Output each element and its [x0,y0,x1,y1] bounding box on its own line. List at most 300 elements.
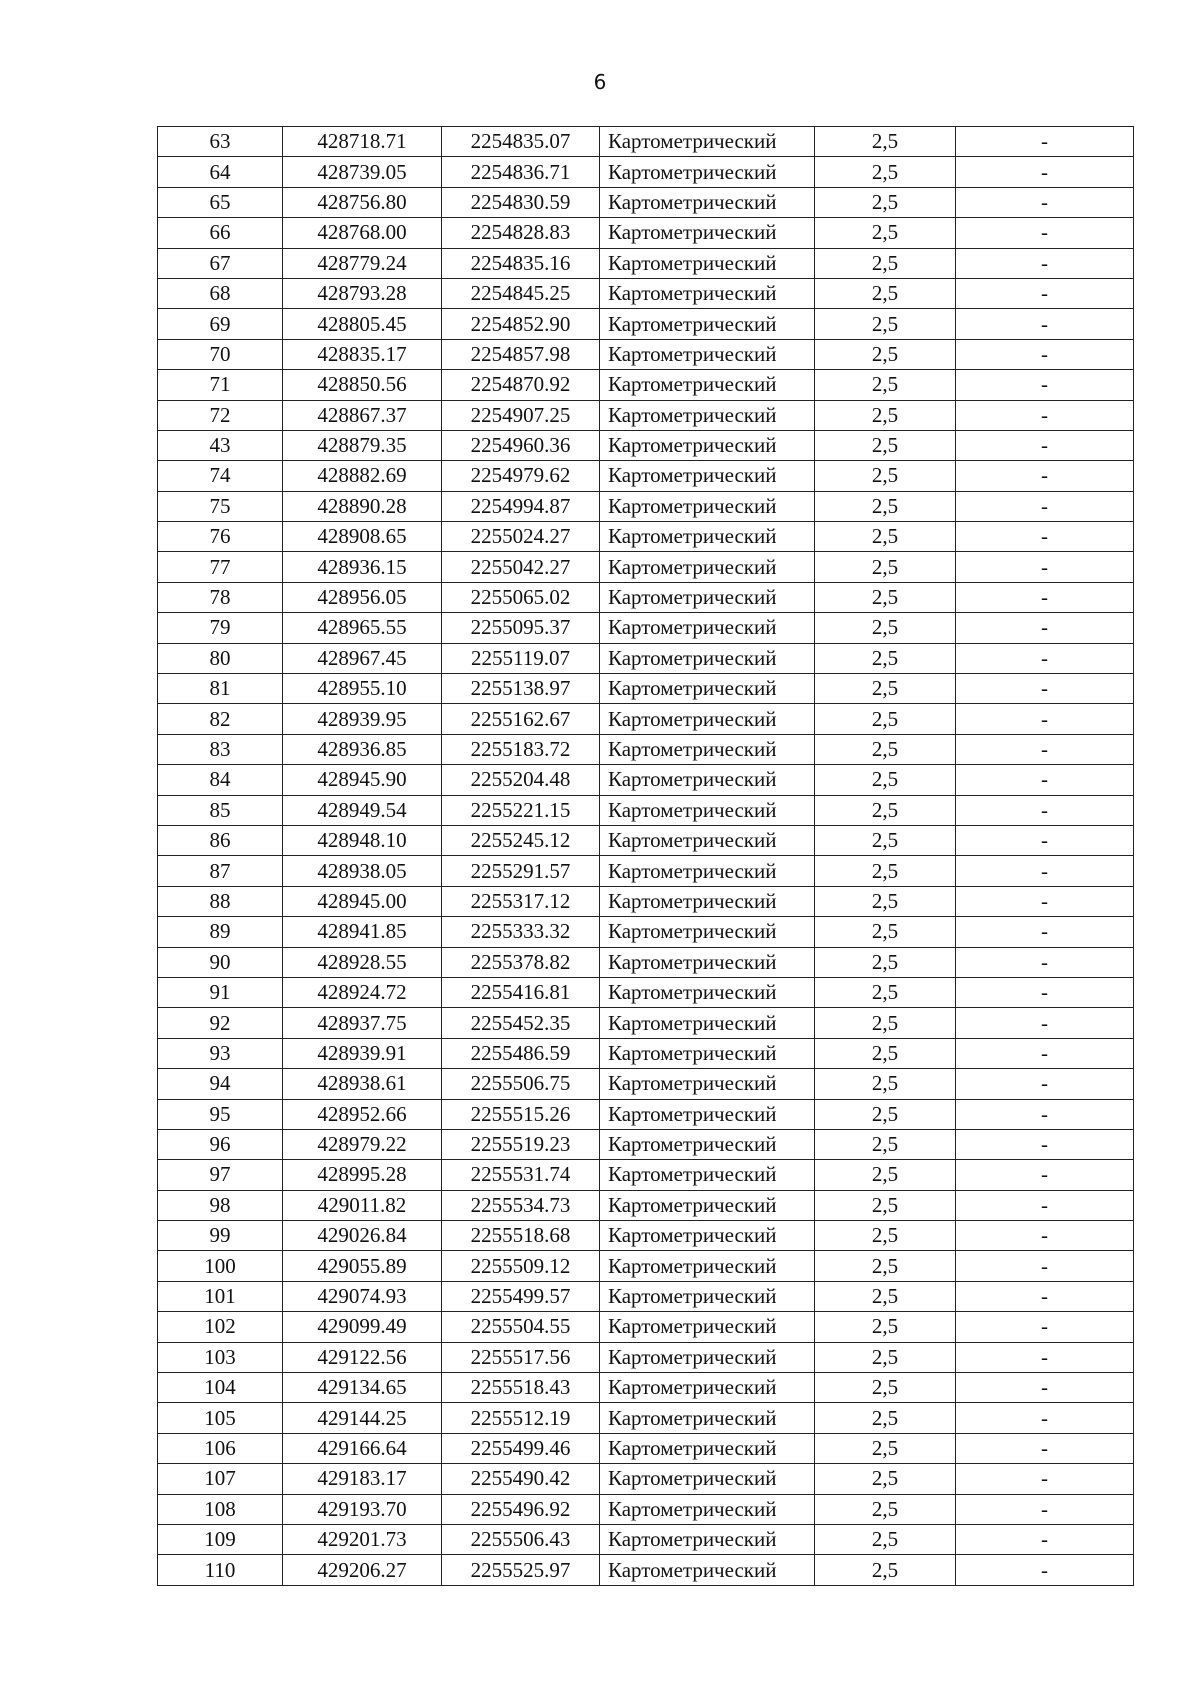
x-coordinate-cell: 428805.45 [283,309,442,339]
x-coordinate-cell: 428945.90 [283,765,442,795]
x-coordinate-cell: 428967.45 [283,643,442,673]
y-coordinate-cell: 2254836.71 [442,157,600,187]
accuracy-cell: 2,5 [815,1160,956,1190]
table-row [158,643,1134,673]
method-cell: Картометрический [600,704,815,734]
method-cell: Картометрический [600,1433,815,1463]
point-number-cell: 70 [158,339,283,369]
point-number-cell: 77 [158,552,283,582]
table-row [158,552,1134,582]
table-row [158,582,1134,612]
y-coordinate-cell: 2255378.82 [442,947,600,977]
table-row [158,1190,1134,1220]
accuracy-cell: 2,5 [815,734,956,764]
accuracy-cell: 2,5 [815,187,956,217]
y-coordinate-cell: 2254835.07 [442,127,600,157]
x-coordinate-cell: 428941.85 [283,917,442,947]
accuracy-cell: 2,5 [815,552,956,582]
y-coordinate-cell: 2255506.43 [442,1524,600,1554]
table-row [158,157,1134,187]
method-cell: Картометрический [600,1038,815,1068]
y-coordinate-cell: 2254907.25 [442,400,600,430]
y-coordinate-cell: 2255221.15 [442,795,600,825]
y-coordinate-cell: 2254845.25 [442,278,600,308]
remark-cell: - [956,917,1134,947]
table-row [158,309,1134,339]
y-coordinate-cell: 2254960.36 [442,430,600,460]
table-row [158,856,1134,886]
x-coordinate-cell: 428867.37 [283,400,442,430]
method-cell: Картометрический [600,582,815,612]
y-coordinate-cell: 2255416.81 [442,977,600,1007]
x-coordinate-cell: 429201.73 [283,1524,442,1554]
method-cell: Картометрический [600,1524,815,1554]
accuracy-cell: 2,5 [815,886,956,916]
point-number-cell: 65 [158,187,283,217]
remark-cell: - [956,461,1134,491]
point-number-cell: 94 [158,1069,283,1099]
remark-cell: - [956,643,1134,673]
remark-cell: - [956,248,1134,278]
method-cell: Картометрический [600,309,815,339]
y-coordinate-cell: 2255490.42 [442,1464,600,1494]
accuracy-cell: 2,5 [815,127,956,157]
point-number-cell: 88 [158,886,283,916]
x-coordinate-cell: 428949.54 [283,795,442,825]
x-coordinate-cell: 429099.49 [283,1312,442,1342]
method-cell: Картометрический [600,1160,815,1190]
method-cell: Картометрический [600,1099,815,1129]
y-coordinate-cell: 2255515.26 [442,1099,600,1129]
point-number-cell: 75 [158,491,283,521]
y-coordinate-cell: 2255119.07 [442,643,600,673]
remark-cell: - [956,1342,1134,1372]
table-row [158,278,1134,308]
table-row [158,1312,1134,1342]
accuracy-cell: 2,5 [815,1190,956,1220]
remark-cell: - [956,339,1134,369]
table-row [158,491,1134,521]
accuracy-cell: 2,5 [815,1494,956,1524]
x-coordinate-cell: 428793.28 [283,278,442,308]
remark-cell: - [956,187,1134,217]
table-row [158,613,1134,643]
method-cell: Картометрический [600,552,815,582]
y-coordinate-cell: 2255534.73 [442,1190,600,1220]
accuracy-cell: 2,5 [815,309,956,339]
x-coordinate-cell: 428924.72 [283,977,442,1007]
remark-cell: - [956,977,1134,1007]
point-number-cell: 107 [158,1464,283,1494]
accuracy-cell: 2,5 [815,430,956,460]
method-cell: Картометрический [600,187,815,217]
x-coordinate-cell: 428952.66 [283,1099,442,1129]
accuracy-cell: 2,5 [815,278,956,308]
table-row [158,248,1134,278]
remark-cell: - [956,734,1134,764]
point-number-cell: 96 [158,1129,283,1159]
x-coordinate-cell: 428956.05 [283,582,442,612]
table-row [158,1099,1134,1129]
remark-cell: - [956,886,1134,916]
table-row [158,947,1134,977]
table-row [158,886,1134,916]
method-cell: Картометрический [600,1342,815,1372]
x-coordinate-cell: 429193.70 [283,1494,442,1524]
y-coordinate-cell: 2255518.43 [442,1373,600,1403]
point-number-cell: 100 [158,1251,283,1281]
accuracy-cell: 2,5 [815,1008,956,1038]
y-coordinate-cell: 2255065.02 [442,582,600,612]
point-number-cell: 69 [158,309,283,339]
table-row [158,1069,1134,1099]
accuracy-cell: 2,5 [815,491,956,521]
remark-cell: - [956,491,1134,521]
accuracy-cell: 2,5 [815,1281,956,1311]
table-row [158,187,1134,217]
method-cell: Картометрический [600,1251,815,1281]
y-coordinate-cell: 2255333.32 [442,917,600,947]
point-number-cell: 86 [158,825,283,855]
x-coordinate-cell: 428739.05 [283,157,442,187]
table-row [158,522,1134,552]
y-coordinate-cell: 2254870.92 [442,370,600,400]
point-number-cell: 95 [158,1099,283,1129]
method-cell: Картометрический [600,491,815,521]
remark-cell: - [956,825,1134,855]
x-coordinate-cell: 428979.22 [283,1129,442,1159]
remark-cell: - [956,1099,1134,1129]
x-coordinate-cell: 428945.00 [283,886,442,916]
y-coordinate-cell: 2255509.12 [442,1251,600,1281]
x-coordinate-cell: 428850.56 [283,370,442,400]
accuracy-cell: 2,5 [815,825,956,855]
table-row [158,1433,1134,1463]
x-coordinate-cell: 428937.75 [283,1008,442,1038]
point-number-cell: 91 [158,977,283,1007]
point-number-cell: 80 [158,643,283,673]
y-coordinate-cell: 2255042.27 [442,552,600,582]
point-number-cell: 82 [158,704,283,734]
point-number-cell: 79 [158,613,283,643]
method-cell: Картометрический [600,1221,815,1251]
remark-cell: - [956,1464,1134,1494]
table-row [158,461,1134,491]
point-number-cell: 66 [158,218,283,248]
point-number-cell: 67 [158,248,283,278]
accuracy-cell: 2,5 [815,461,956,491]
accuracy-cell: 2,5 [815,1373,956,1403]
accuracy-cell: 2,5 [815,765,956,795]
x-coordinate-cell: 428939.91 [283,1038,442,1068]
remark-cell: - [956,613,1134,643]
x-coordinate-cell: 429134.65 [283,1373,442,1403]
accuracy-cell: 2,5 [815,1524,956,1554]
table-row [158,917,1134,947]
accuracy-cell: 2,5 [815,370,956,400]
method-cell: Картометрический [600,1008,815,1038]
accuracy-cell: 2,5 [815,856,956,886]
x-coordinate-cell: 428882.69 [283,461,442,491]
method-cell: Картометрический [600,977,815,1007]
remark-cell: - [956,674,1134,704]
method-cell: Картометрический [600,856,815,886]
table-row [158,1524,1134,1554]
remark-cell: - [956,278,1134,308]
accuracy-cell: 2,5 [815,582,956,612]
point-number-cell: 87 [158,856,283,886]
x-coordinate-cell: 428928.55 [283,947,442,977]
x-coordinate-cell: 429206.27 [283,1555,442,1585]
x-coordinate-cell: 428835.17 [283,339,442,369]
remark-cell: - [956,795,1134,825]
table-row [158,977,1134,1007]
remark-cell: - [956,370,1134,400]
table-row [158,1281,1134,1311]
table-row [158,127,1134,157]
accuracy-cell: 2,5 [815,674,956,704]
method-cell: Картометрический [600,1129,815,1159]
method-cell: Картометрический [600,947,815,977]
x-coordinate-cell: 429055.89 [283,1251,442,1281]
point-number-cell: 84 [158,765,283,795]
accuracy-cell: 2,5 [815,613,956,643]
y-coordinate-cell: 2255095.37 [442,613,600,643]
method-cell: Картометрический [600,1312,815,1342]
accuracy-cell: 2,5 [815,218,956,248]
table-row [158,1221,1134,1251]
table-row [158,1129,1134,1159]
table-row [158,1008,1134,1038]
accuracy-cell: 2,5 [815,157,956,187]
y-coordinate-cell: 2255519.23 [442,1129,600,1159]
method-cell: Картометрический [600,1281,815,1311]
point-number-cell: 90 [158,947,283,977]
x-coordinate-cell: 428939.95 [283,704,442,734]
accuracy-cell: 2,5 [815,1464,956,1494]
point-number-cell: 76 [158,522,283,552]
x-coordinate-cell: 428955.10 [283,674,442,704]
remark-cell: - [956,1433,1134,1463]
y-coordinate-cell: 2255504.55 [442,1312,600,1342]
point-number-cell: 78 [158,582,283,612]
x-coordinate-cell: 429183.17 [283,1464,442,1494]
accuracy-cell: 2,5 [815,1555,956,1585]
x-coordinate-cell: 428718.71 [283,127,442,157]
point-number-cell: 103 [158,1342,283,1372]
table-row [158,734,1134,764]
table-row [158,1342,1134,1372]
method-cell: Картометрический [600,127,815,157]
y-coordinate-cell: 2255496.92 [442,1494,600,1524]
remark-cell: - [956,1008,1134,1038]
x-coordinate-cell: 429122.56 [283,1342,442,1372]
y-coordinate-cell: 2255183.72 [442,734,600,764]
point-number-cell: 93 [158,1038,283,1068]
point-number-cell: 98 [158,1190,283,1220]
point-number-cell: 104 [158,1373,283,1403]
point-number-cell: 99 [158,1221,283,1251]
x-coordinate-cell: 428890.28 [283,491,442,521]
method-cell: Картометрический [600,400,815,430]
y-coordinate-cell: 2255486.59 [442,1038,600,1068]
remark-cell: - [956,157,1134,187]
point-number-cell: 85 [158,795,283,825]
method-cell: Картометрический [600,339,815,369]
table-row [158,1494,1134,1524]
point-number-cell: 109 [158,1524,283,1554]
accuracy-cell: 2,5 [815,917,956,947]
remark-cell: - [956,1524,1134,1554]
y-coordinate-cell: 2254828.83 [442,218,600,248]
method-cell: Картометрический [600,1494,815,1524]
point-number-cell: 43 [158,430,283,460]
y-coordinate-cell: 2255512.19 [442,1403,600,1433]
y-coordinate-cell: 2254835.16 [442,248,600,278]
table-row [158,400,1134,430]
accuracy-cell: 2,5 [815,977,956,1007]
table-row [158,1464,1134,1494]
table-row [158,218,1134,248]
y-coordinate-cell: 2255518.68 [442,1221,600,1251]
point-number-cell: 92 [158,1008,283,1038]
accuracy-cell: 2,5 [815,1038,956,1068]
method-cell: Картометрический [600,522,815,552]
accuracy-cell: 2,5 [815,248,956,278]
remark-cell: - [956,1494,1134,1524]
remark-cell: - [956,1190,1134,1220]
method-cell: Картометрический [600,370,815,400]
point-number-cell: 81 [158,674,283,704]
accuracy-cell: 2,5 [815,339,956,369]
y-coordinate-cell: 2255317.12 [442,886,600,916]
method-cell: Картометрический [600,1555,815,1585]
table-row [158,704,1134,734]
y-coordinate-cell: 2254830.59 [442,187,600,217]
remark-cell: - [956,704,1134,734]
method-cell: Картометрический [600,1190,815,1220]
remark-cell: - [956,582,1134,612]
y-coordinate-cell: 2254994.87 [442,491,600,521]
remark-cell: - [956,400,1134,430]
remark-cell: - [956,856,1134,886]
accuracy-cell: 2,5 [815,1069,956,1099]
point-number-cell: 110 [158,1555,283,1585]
remark-cell: - [956,947,1134,977]
x-coordinate-cell: 429144.25 [283,1403,442,1433]
table-row [158,430,1134,460]
x-coordinate-cell: 428879.35 [283,430,442,460]
method-cell: Картометрический [600,157,815,187]
method-cell: Картометрический [600,825,815,855]
point-number-cell: 71 [158,370,283,400]
point-number-cell: 63 [158,127,283,157]
remark-cell: - [956,1221,1134,1251]
y-coordinate-cell: 2255517.56 [442,1342,600,1372]
accuracy-cell: 2,5 [815,1342,956,1372]
method-cell: Картометрический [600,1373,815,1403]
accuracy-cell: 2,5 [815,400,956,430]
coordinates-table [157,126,1134,1586]
y-coordinate-cell: 2255452.35 [442,1008,600,1038]
accuracy-cell: 2,5 [815,1403,956,1433]
x-coordinate-cell: 428965.55 [283,613,442,643]
method-cell: Картометрический [600,430,815,460]
accuracy-cell: 2,5 [815,1221,956,1251]
table-row [158,339,1134,369]
coordinates-table-body [158,127,1134,1586]
point-number-cell: 72 [158,400,283,430]
y-coordinate-cell: 2254979.62 [442,461,600,491]
method-cell: Картометрический [600,248,815,278]
accuracy-cell: 2,5 [815,1129,956,1159]
y-coordinate-cell: 2255525.97 [442,1555,600,1585]
table-row [158,1251,1134,1281]
y-coordinate-cell: 2255499.46 [442,1433,600,1463]
y-coordinate-cell: 2255531.74 [442,1160,600,1190]
remark-cell: - [956,1160,1134,1190]
accuracy-cell: 2,5 [815,1099,956,1129]
method-cell: Картометрический [600,765,815,795]
method-cell: Картометрический [600,1403,815,1433]
method-cell: Картометрический [600,461,815,491]
table-row [158,674,1134,704]
y-coordinate-cell: 2255138.97 [442,674,600,704]
table-row [158,370,1134,400]
table-row [158,825,1134,855]
remark-cell: - [956,218,1134,248]
accuracy-cell: 2,5 [815,704,956,734]
point-number-cell: 83 [158,734,283,764]
page-number: 6 [593,70,607,94]
remark-cell: - [956,1403,1134,1433]
method-cell: Картометрический [600,1069,815,1099]
y-coordinate-cell: 2254857.98 [442,339,600,369]
x-coordinate-cell: 428908.65 [283,522,442,552]
y-coordinate-cell: 2255245.12 [442,825,600,855]
x-coordinate-cell: 428995.28 [283,1160,442,1190]
x-coordinate-cell: 428938.05 [283,856,442,886]
table-row [158,765,1134,795]
method-cell: Картометрический [600,613,815,643]
remark-cell: - [956,1251,1134,1281]
x-coordinate-cell: 428936.15 [283,552,442,582]
method-cell: Картометрический [600,917,815,947]
y-coordinate-cell: 2255291.57 [442,856,600,886]
accuracy-cell: 2,5 [815,947,956,977]
x-coordinate-cell: 429166.64 [283,1433,442,1463]
remark-cell: - [956,552,1134,582]
table-row [158,1403,1134,1433]
remark-cell: - [956,430,1134,460]
table-row [158,1160,1134,1190]
remark-cell: - [956,765,1134,795]
table-row [158,1555,1134,1585]
remark-cell: - [956,1312,1134,1342]
remark-cell: - [956,309,1134,339]
point-number-cell: 108 [158,1494,283,1524]
table-row [158,795,1134,825]
x-coordinate-cell: 429011.82 [283,1190,442,1220]
remark-cell: - [956,127,1134,157]
x-coordinate-cell: 428779.24 [283,248,442,278]
remark-cell: - [956,1555,1134,1585]
point-number-cell: 97 [158,1160,283,1190]
method-cell: Картометрический [600,734,815,764]
accuracy-cell: 2,5 [815,1312,956,1342]
accuracy-cell: 2,5 [815,643,956,673]
point-number-cell: 101 [158,1281,283,1311]
